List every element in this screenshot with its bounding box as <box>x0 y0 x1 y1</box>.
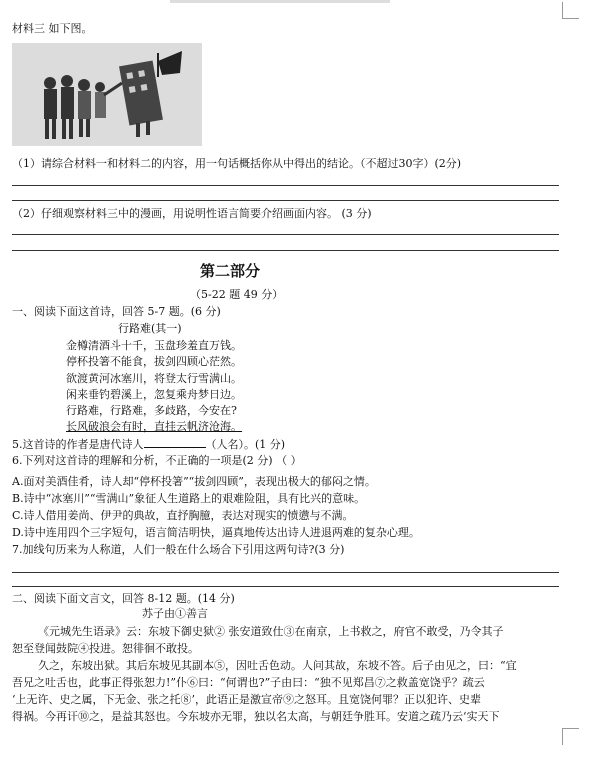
poem-line-underlined: 长风破浪会有时，直挂云帆济沧海。 <box>66 420 242 433</box>
corner-mark-bottom <box>562 728 579 745</box>
poem-line: 金樽清酒斗十千，玉盘珍羞直万钱。 <box>66 339 242 352</box>
question-5 <box>12 437 285 452</box>
prose-line: ‘上无许、史之属，下无金、张之托⑧’，此语正是激宣帝⑨之怒耳。且宽饶何罪？正以犯许、史辈 <box>12 693 481 706</box>
section-2-heading: 二、阅读下面文言文，回答 8-12 题。(14 分) <box>12 592 235 605</box>
answer-line <box>12 250 559 251</box>
question-5-text: 5.这首诗的作者是唐代诗人 <box>12 438 144 451</box>
material3-label: 材料三 如下图。 <box>12 22 93 35</box>
prose-line: 得祸。今再讦⑩之，是益其怒也。今东坡亦无罪，独以名太高，与朝廷争胜耳。安道之疏乃云‘实天下 <box>12 710 500 723</box>
answer-line <box>12 572 559 573</box>
prose-line: 恕至登闻鼓院④投进。恕徘徊不敢投。 <box>12 642 199 655</box>
answer-line <box>12 185 559 186</box>
cartoon-drawing <box>12 43 202 146</box>
poem-line: 行路难，行路难，多歧路，今安在? <box>66 404 237 417</box>
prose-line: 《元城先生语录》云：东坡下御史狱② 张安道致仕③在南京，上书救之，府官不敢受，乃令其子 <box>38 625 504 638</box>
poem-line: 闲来垂钓碧溪上，忽复乘舟梦日边。 <box>66 388 242 401</box>
cartoon-image <box>12 43 202 146</box>
part2-title: 第二部分 <box>200 262 261 280</box>
option-b: B.诗中“冰塞川”“雪满山”象征人生道路上的艰难险阻，具有比兴的意味。 <box>12 492 366 505</box>
poem-line: 停杯投箸不能食，拔剑四顾心茫然。 <box>66 355 242 368</box>
section-1-heading: 一、阅读下面这首诗，回答 5-7 题。(6 分) <box>12 305 221 318</box>
poem-title: 行路难(其一) <box>118 322 182 335</box>
question-1: （1）请综合材料一和材料二的内容，用一句话概括你从中得出的结论。（不超过30字）(2分) <box>12 157 462 170</box>
prose-title: 苏子由①善言 <box>142 607 208 620</box>
answer-blank[interactable] <box>144 437 206 448</box>
answer-line <box>12 234 559 235</box>
top-bar <box>170 0 390 3</box>
option-c: C.诗人借用姜尚、伊尹的典故，直抒胸臆，表达对现实的愤懑与不满。 <box>12 509 354 522</box>
prose-line: 久之，东坡出狱。其后东坡见其副本⑤，因吐舌色动。人问其故，东坡不答。后子由见之，曰：“宜 <box>38 659 517 672</box>
question-5-tail: （人名）。(1 分) <box>205 438 286 451</box>
part2-subtitle: （5-22 题 49 分） <box>190 288 284 301</box>
corner-mark-top <box>562 2 579 19</box>
option-a: A.面对美酒佳肴，诗人却“停杯投箸”“拔剑四顾”，表现出极大的郁闷之情。 <box>12 475 376 488</box>
question-7: 7.加线句历来为人称道，人们一般在什么场合下引用这两句诗?(3 分) <box>12 543 345 556</box>
option-d: D.诗中连用四个三字短句，语言简洁明快，逼真地传达出诗人进退两难的复杂心理。 <box>12 526 420 539</box>
answer-line <box>12 586 559 587</box>
question-6: 6.下列对这首诗的理解和分析，不正确的一项是(2 分) （ ） <box>12 454 302 467</box>
poem-line: 欲渡黄河冰塞川，将登太行雪满山。 <box>66 372 242 385</box>
answer-line <box>12 200 559 201</box>
prose-line: 吾兄之吐舌也，此事正得张恕力!”仆⑥曰：“何谓也?”子由曰：“独不见郑昌⑦之救盖宽饶乎？疏云 <box>12 676 485 689</box>
question-2: （2）仔细观察材料三中的漫画，用说明性语言简要介绍画面内容。 (3 分) <box>12 207 372 220</box>
